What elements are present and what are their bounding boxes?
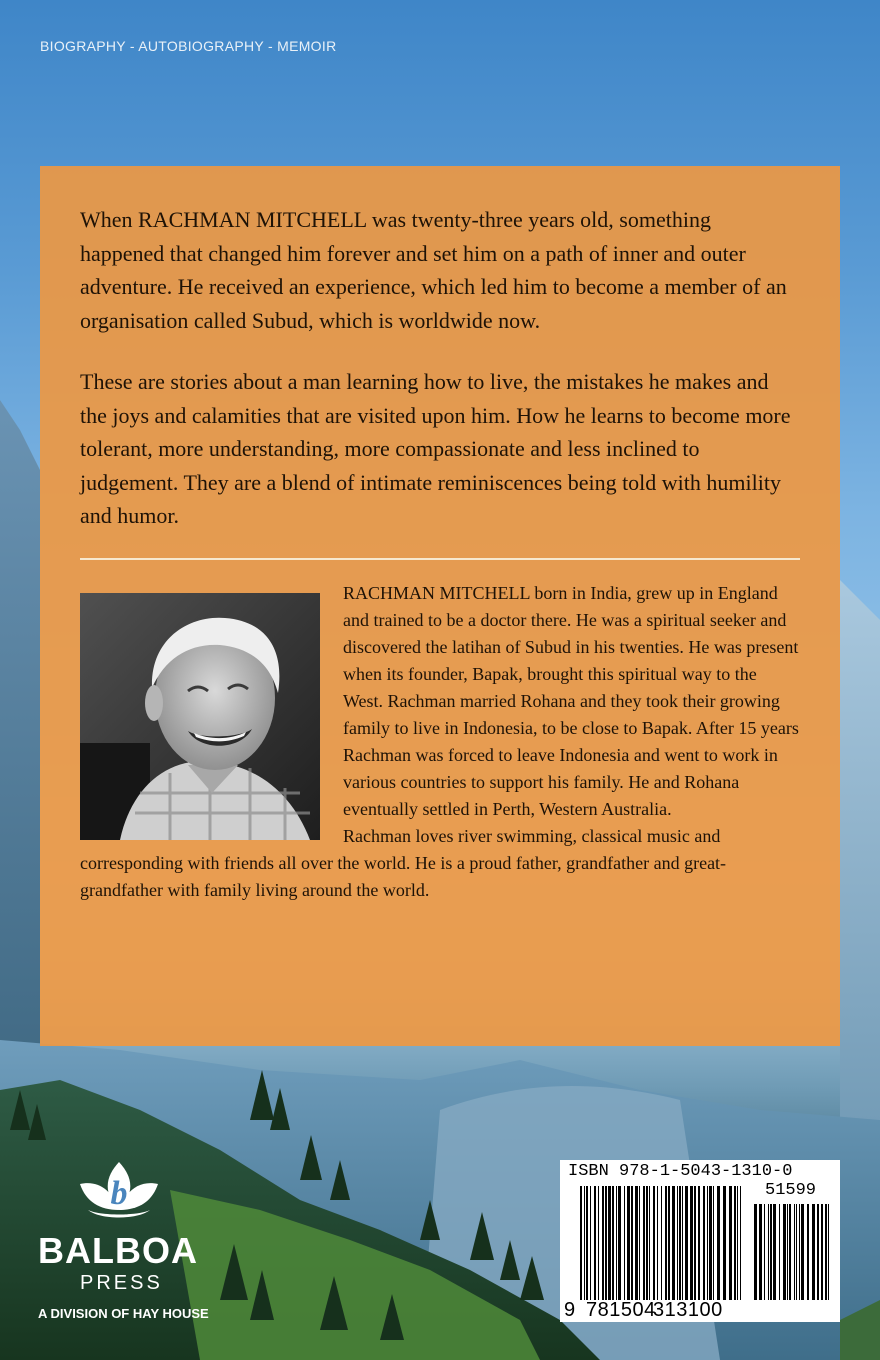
barcode-bar (646, 1186, 648, 1300)
barcode-bar (677, 1186, 678, 1300)
barcode-bar (690, 1186, 693, 1300)
barcode-bar (653, 1186, 655, 1300)
author-photo (80, 593, 320, 840)
barcode-bar (624, 1186, 625, 1300)
barcode-bar (817, 1204, 819, 1300)
isbn-label: ISBN 978-1-5043-1310-0 (568, 1162, 793, 1181)
barcode-bar (759, 1204, 762, 1300)
barcode-bar (773, 1204, 776, 1300)
category-label: BIOGRAPHY - AUTOBIOGRAPHY - MEMOIR (40, 38, 337, 54)
barcode-bar (821, 1204, 823, 1300)
barcode-bar (616, 1186, 617, 1300)
isbn-digits-left: 781504 (586, 1299, 656, 1321)
isbn-digit-first: 9 (564, 1299, 576, 1321)
barcode-bar (729, 1186, 732, 1300)
barcode-bar (770, 1204, 772, 1300)
barcode-bar (590, 1186, 591, 1300)
publisher-division: A DIVISION OF HAY HOUSE (38, 1306, 209, 1321)
barcode-bar (612, 1186, 614, 1300)
barcode-bar (825, 1204, 827, 1300)
barcode-bar (605, 1186, 607, 1300)
barcode-bar (580, 1186, 582, 1300)
barcode-bar (679, 1186, 681, 1300)
barcode-bar (713, 1186, 714, 1300)
barcode-bar (737, 1186, 738, 1300)
barcode-bar (682, 1186, 683, 1300)
barcode-bar (668, 1186, 670, 1300)
publisher-name: BALBOA (38, 1230, 198, 1271)
publisher-logo (38, 1158, 218, 1328)
barcode-bar (657, 1186, 658, 1300)
barcode-bar (754, 1204, 757, 1300)
isbn-barcode (560, 1160, 840, 1322)
barcode-bar (707, 1186, 708, 1300)
barcode-bar (723, 1186, 726, 1300)
barcode-bar (789, 1204, 791, 1300)
barcode-bar (649, 1186, 650, 1300)
barcode-bar (740, 1186, 741, 1300)
barcode-bar (794, 1204, 795, 1300)
barcode-bar (602, 1186, 604, 1300)
lotus-b-icon (74, 1158, 164, 1228)
barcode-bar (783, 1204, 786, 1300)
barcode-bar (801, 1204, 804, 1300)
barcode-bar (709, 1186, 712, 1300)
blurb-paragraph: When RACHMAN MITCHELL was twenty-three years old, something happened that changed him forever and set him on a path of inner and outer adventure. He received an experience, which led him to become a member of an organisation called Subud, which is worldwide now. (80, 207, 787, 333)
barcode-bar (764, 1204, 765, 1300)
barcode-bar (635, 1186, 638, 1300)
barcode-bar (698, 1186, 700, 1300)
barcode-bar (672, 1186, 675, 1300)
barcode-bar (796, 1204, 797, 1300)
logo-letter: b (110, 1175, 128, 1212)
barcode-bar (779, 1204, 780, 1300)
isbn-digits-right: 313100 (653, 1299, 723, 1321)
barcode-bar (812, 1204, 815, 1300)
barcode-bar (631, 1186, 633, 1300)
blurb-paragraph: These are stories about a man learning how to live, the mistakes he makes and the joys and calamities that are visited upon him. How he learns to become more tolerant, more understanding, more compassionate and less inclined to judgement. They are a blend of intimate reminiscences being told with humility and humor. (80, 369, 791, 528)
barcode-bar (643, 1186, 645, 1300)
author-bio-text: Rachman loves river swimming, classical music and corresponding with friends all over the world. He is a proud father, grandfather and great-grandfather with family living around the world. (80, 826, 727, 900)
divider (80, 558, 800, 560)
barcode-bar (703, 1186, 705, 1300)
barcode-bar (717, 1186, 720, 1300)
barcode-bar (828, 1204, 829, 1300)
barcode-bar (665, 1186, 667, 1300)
barcode-bar (594, 1186, 596, 1300)
barcode-bar (787, 1204, 788, 1300)
barcode-bar (685, 1186, 688, 1300)
barcode-bar (694, 1186, 696, 1300)
barcode-bar (627, 1186, 630, 1300)
barcode-bar (768, 1204, 769, 1300)
barcode-bar (584, 1186, 585, 1300)
description-panel (40, 166, 840, 1046)
barcode-bar (618, 1186, 621, 1300)
barcode-bar (586, 1186, 588, 1300)
publisher-imprint: PRESS (80, 1272, 163, 1294)
barcode-bar (799, 1204, 800, 1300)
barcode-bar (639, 1186, 640, 1300)
author-bio-text: RACHMAN MITCHELL born in India, grew up in England and trained to be a doctor there. He was a spiritual seeker and discovered the latihan of Subud in his twenties. He was present when its founder, Bapak, brought this spiritual way to the West. Rachman married Rohana and they took their growing family to live in Indonesia, to be close to Bapak. After 15 years Rachman was forced to leave Indonesia and went to work in various countries to support his family. He and Rohana eventually settled in Perth, Western Australia. (343, 583, 799, 819)
barcode-bar (734, 1186, 736, 1300)
price-code: 51599 (765, 1181, 817, 1200)
barcode-bar (661, 1186, 662, 1300)
barcode-bar (598, 1186, 599, 1300)
barcode-bar (608, 1186, 611, 1300)
barcode-bar (807, 1204, 809, 1300)
